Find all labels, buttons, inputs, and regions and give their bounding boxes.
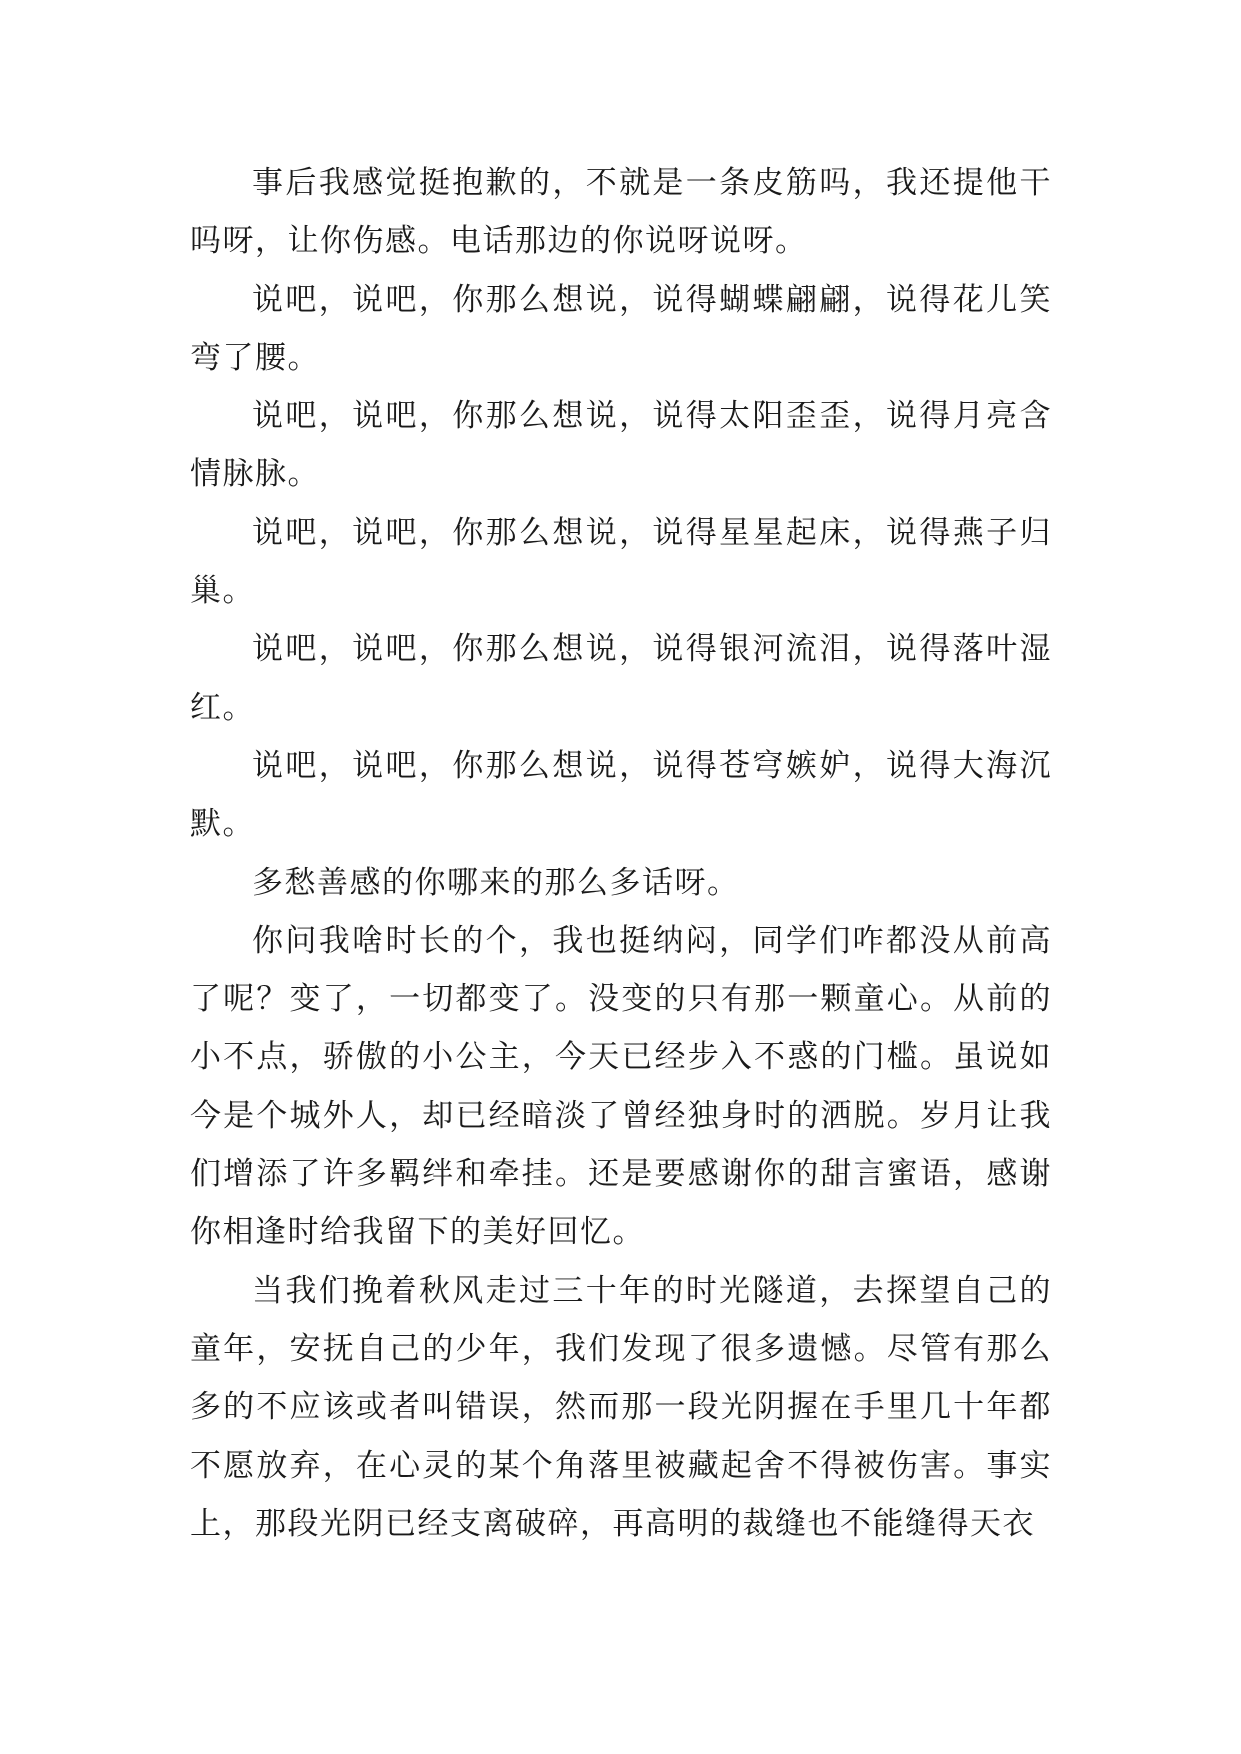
paragraph: 说吧，说吧，你那么想说，说得太阳歪歪，说得月亮含情脉脉。	[190, 398, 1052, 493]
paragraph: 说吧，说吧，你那么想说，说得苍穹嫉妒，说得大海沉默。	[190, 747, 1052, 843]
paragraph: 说吧，说吧，你那么想说，说得星星起床，说得燕子归巢。	[190, 514, 1052, 610]
document-body	[190, 154, 1052, 1553]
paragraph: 事后我感觉挺抱歉的，不就是一条皮筋吗，我还提他干吗呀，让你伤感。电话那边的你说呀说呀。	[190, 165, 1052, 260]
paragraph: 你问我啥时长的个，我也挺纳闷，同学们咋都没从前高了呢？变了，一切都变了。没变的只有那一颗童心。从前的小不点，骄傲的小公主，今天已经步入不惑的门槛。虽说如今是个城外人，却已经暗淡了曾经独身时的洒脱。岁月让我们增添了许多羁绊和牵挂。还是要感谢你的甜言蜜语，感谢你相逢时给我留下的美好回忆。	[190, 922, 1052, 1251]
paragraph: 说吧，说吧，你那么想说，说得蝴蝶翩翩，说得花儿笑弯了腰。	[190, 281, 1052, 376]
paragraph: 说吧，说吧，你那么想说，说得银河流泪，说得落叶湿红。	[190, 631, 1052, 726]
paragraph: 当我们挽着秋风走过三十年的时光隧道，去探望自己的童年，安抚自己的少年，我们发现了很多遗憾。尽管有那么多的不应该或者叫错误，然而那一段光阴握在手里几十年都不愿放弃，在心灵的某个角落里被藏起舍不得被伤害。事实上，那段光阴已经支离破碎，再高明的裁缝也不能缝得天衣	[190, 1272, 1052, 1542]
paragraph: 多愁善感的你哪来的那么多话呀。	[252, 864, 740, 901]
